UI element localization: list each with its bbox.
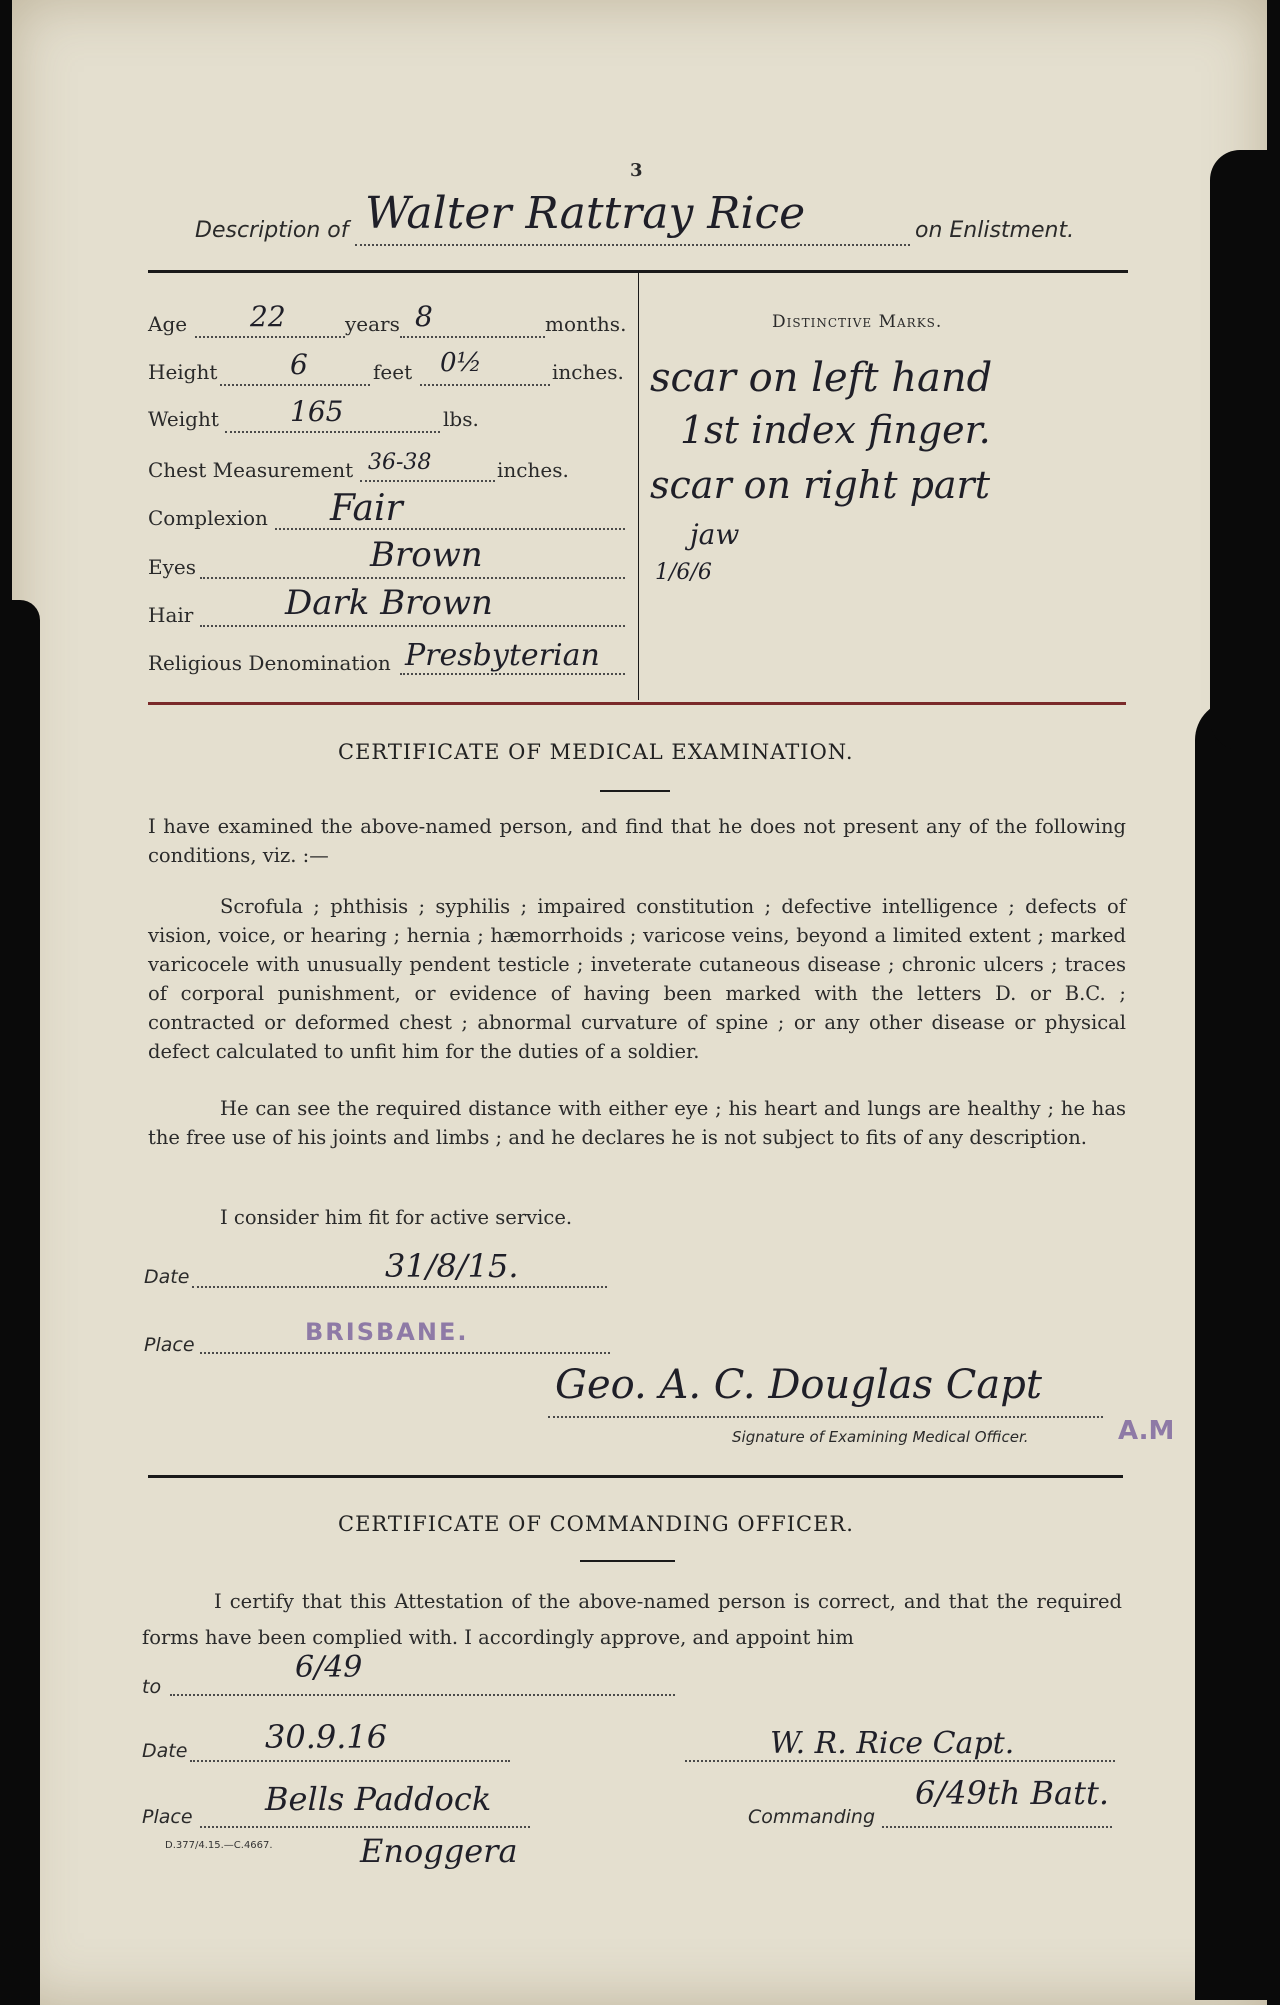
lbs-label: lbs. xyxy=(443,407,479,431)
marks-note: 1/6/6 xyxy=(655,560,712,585)
chest-label: Chest Measurement xyxy=(148,458,354,482)
torn-edge-right xyxy=(1195,700,1280,2000)
chest-line xyxy=(360,480,495,482)
religion-line xyxy=(400,673,625,675)
to-value: 6/49 xyxy=(295,1650,363,1685)
weight-value: 165 xyxy=(290,395,344,428)
eyes-label: Eyes xyxy=(148,555,196,579)
marks-line-4: jaw xyxy=(690,518,740,551)
complexion-value: Fair xyxy=(330,488,403,529)
medical-date-label: Date xyxy=(144,1266,190,1288)
to-label: to xyxy=(142,1676,162,1698)
commanding-signature: W. R. Rice Capt. xyxy=(770,1726,1015,1761)
inches-label: inches. xyxy=(552,360,624,384)
age-months-value: 8 xyxy=(415,300,433,333)
hair-value: Dark Brown xyxy=(285,583,493,623)
enlistment-label: on Enlistment. xyxy=(915,218,1075,243)
commanding-date-value: 30.9.16 xyxy=(265,1718,388,1756)
eyes-line xyxy=(200,577,625,579)
months-line xyxy=(400,336,545,338)
commanding-label: Commanding xyxy=(748,1806,876,1828)
commanding-signature-line xyxy=(685,1760,1115,1762)
commanding-value-line xyxy=(882,1826,1112,1828)
commanding-para: I certify that this Attestation of the above-named person is correct, and that the required forms have been complied with. I accordingly approve, and appoint him xyxy=(142,1590,1122,1649)
religion-label: Religious Denomination xyxy=(148,651,391,675)
chest-value: 36-38 xyxy=(368,450,432,475)
height-inches-value: 0½ xyxy=(440,348,482,378)
months-label: months. xyxy=(545,312,627,336)
medical-heading-rule xyxy=(600,790,670,792)
soldier-name: Walter Rattray Rice xyxy=(365,188,806,239)
medical-para-1: I have examined the above-named person, and find that he does not present any of the following conditions, viz. :— xyxy=(148,815,1126,867)
hair-label: Hair xyxy=(148,603,194,627)
eyes-value: Brown xyxy=(370,535,483,575)
age-line xyxy=(195,336,345,338)
signature-label: Signature of Examining Medical Officer. xyxy=(732,1428,1029,1446)
chest-unit: inches. xyxy=(497,458,569,482)
name-line xyxy=(355,244,910,246)
marks-line-2: 1st index finger. xyxy=(680,408,991,452)
torn-edge-left xyxy=(0,600,40,2005)
feet-label: feet xyxy=(373,360,413,384)
complexion-label: Complexion xyxy=(148,506,268,530)
weight-label: Weight xyxy=(148,407,219,431)
marks-line-3: scar on right part xyxy=(650,463,990,507)
commanding-place-value-2: Enoggera xyxy=(360,1832,518,1870)
medical-para-3: He can see the required distance with either eye ; his heart and lungs are healthy ; he has the free use of his joints and limbs ; and he declares he is not subject to fits of any description. xyxy=(148,1097,1126,1149)
description-label: Description of xyxy=(195,218,349,243)
page-number: 3 xyxy=(630,160,643,181)
torn-edge-right-upper xyxy=(1210,150,1280,750)
commanding-place-line xyxy=(200,1826,530,1828)
commanding-place-value-1: Bells Paddock xyxy=(265,1780,492,1818)
height-feet-value: 6 xyxy=(290,348,308,381)
medical-para-4: I consider him fit for active service. xyxy=(220,1206,573,1229)
distinctive-marks-heading: Distinctive Marks. xyxy=(772,312,943,332)
commanding-value: 6/49th Batt. xyxy=(915,1774,1109,1812)
religion-value: Presbyterian xyxy=(405,638,600,673)
height-label: Height xyxy=(148,360,218,384)
commanding-date-line xyxy=(190,1760,510,1762)
amc-stamp: A.M xyxy=(1118,1416,1175,1446)
commanding-heading: CERTIFICATE OF COMMANDING OFFICER. xyxy=(338,1512,854,1536)
medical-date-line xyxy=(192,1286,607,1288)
medical-officer-signature: Geo. A. C. Douglas Capt xyxy=(555,1362,1042,1408)
medical-place-label: Place xyxy=(144,1334,195,1356)
medical-date-value: 31/8/15. xyxy=(385,1247,519,1285)
medical-heading: CERTIFICATE OF MEDICAL EXAMINATION. xyxy=(338,740,854,764)
place-stamp-brisbane: BRISBANE. xyxy=(305,1318,469,1346)
medical-signature-line xyxy=(548,1416,1103,1418)
marks-line-1: scar on left hand xyxy=(650,355,993,401)
medical-para-2: Scrofula ; phthisis ; syphilis ; impaired constitution ; defective intelligence ; defects of vision, voice, or hearing ; hernia ; hæmorrhoids ; varicose veins, beyond a limited extent ; marked varicocele with unusually pendent testicle ; inveterate cutaneous disease ; chronic ulcers ; traces of corporal punishment, or evidence of having been marked with the letters D. or B.C. ; contracted or deformed chest ; abnormal curvature of spine ; or any other disease or physical defect calculated to unfit him for the duties of a soldier. xyxy=(148,895,1126,1063)
commanding-place-label: Place xyxy=(142,1806,193,1828)
section-rule xyxy=(148,1475,1123,1478)
complexion-line xyxy=(275,528,625,530)
height-line xyxy=(220,384,370,386)
inches-line xyxy=(420,384,550,386)
age-label: Age xyxy=(148,312,188,336)
column-divider xyxy=(638,272,639,700)
form-code: D.377/4.15.—C.4667. xyxy=(165,1840,273,1851)
years-label: years xyxy=(345,312,400,336)
medical-place-line xyxy=(200,1352,610,1354)
age-years-value: 22 xyxy=(250,300,286,333)
commanding-date-label: Date xyxy=(142,1740,188,1762)
commanding-heading-rule xyxy=(580,1560,675,1562)
to-line xyxy=(170,1694,675,1696)
hair-line xyxy=(200,625,625,627)
section-rule-red xyxy=(148,702,1126,705)
weight-line xyxy=(225,431,440,433)
